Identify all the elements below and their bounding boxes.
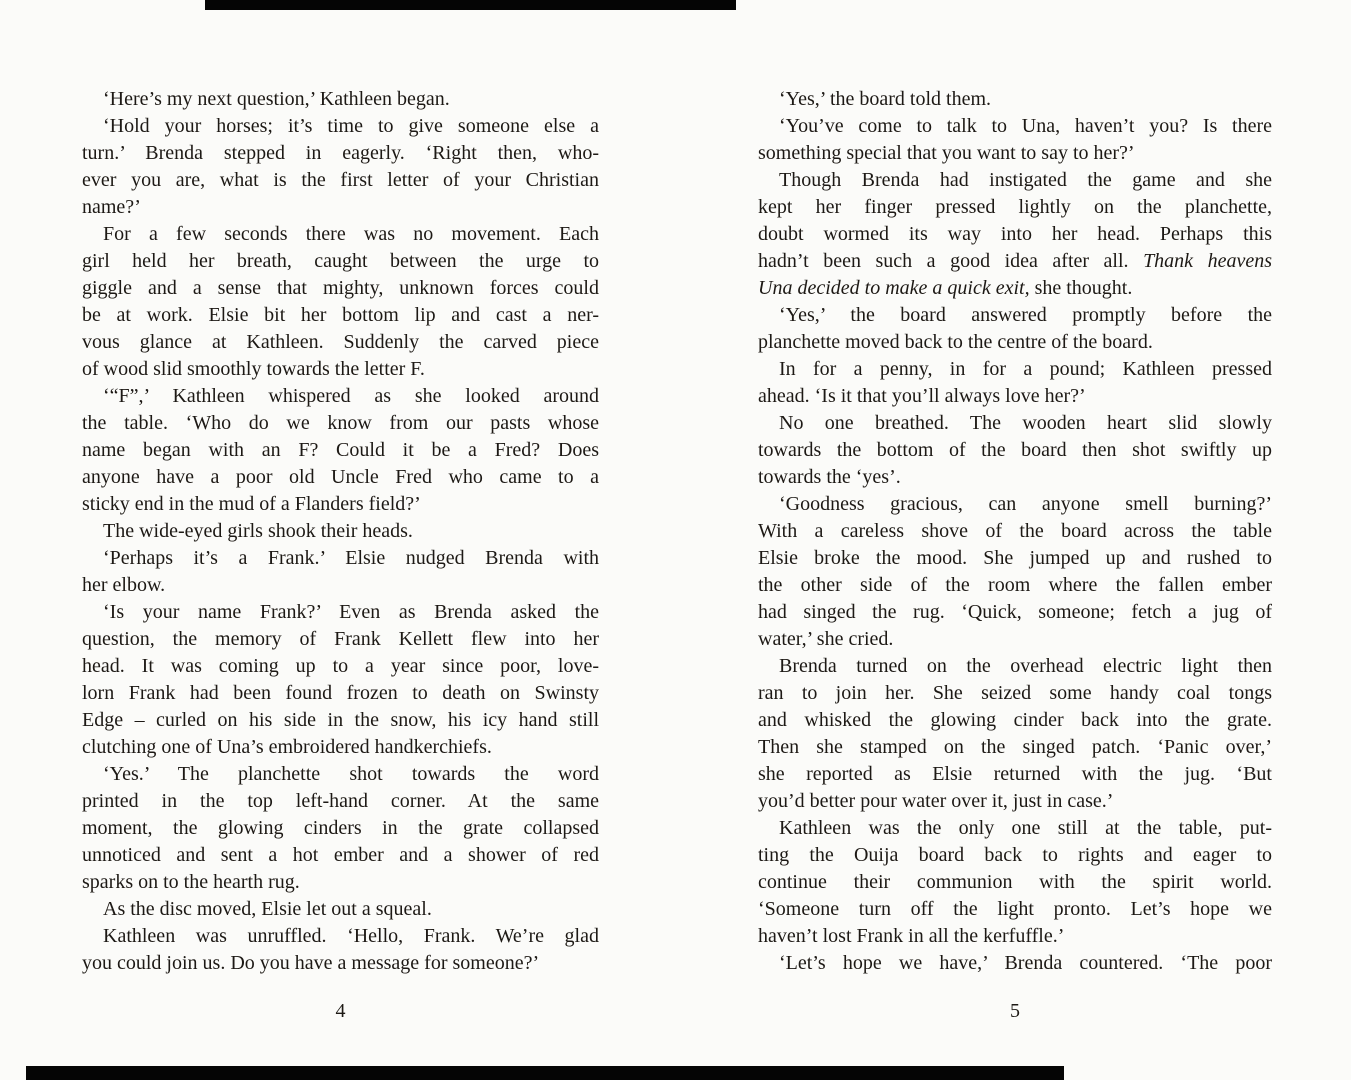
text-line: you could join us. Do you have a message for someone?’ (82, 952, 540, 974)
text-line: anyone have a poor old Uncle Fred who came to a (82, 466, 599, 488)
right-page-number: 5 (1010, 1000, 1020, 1022)
text-line: Edge – curled on his side in the snow, his icy hand still (82, 709, 599, 731)
text-line: unnoticed and sent a hot ember and a shower of red (82, 844, 599, 866)
text-line: the table. ‘Who do we know from our pasts whose (82, 412, 599, 434)
text-line: head. It was coming up to a year since poor, love- (82, 655, 599, 677)
left-page-text (82, 86, 599, 977)
text-line: ‘Let’s hope we have,’ Brenda countered. ‘The poor (779, 952, 1272, 974)
right-page-text (758, 86, 1272, 977)
text-line: turn.’ Brenda stepped in eagerly. ‘Right then, who- (82, 142, 599, 164)
text-line: continue their communion with the spirit world. (758, 871, 1272, 893)
text-line: ‘Yes,’ the board told them. (779, 88, 992, 110)
text-line: had singed the rug. ‘Quick, someone; fetch a jug of (758, 601, 1272, 623)
text-line: and whisked the glowing cinder back into the grate. (758, 709, 1272, 731)
text-line: Though Brenda had instigated the game and she (779, 169, 1272, 191)
text-line: Kathleen was the only one still at the table, put- (779, 817, 1272, 839)
text-line: For a few seconds there was no movement. Each (103, 223, 599, 245)
text-line: clutching one of Una’s embroidered handkerchiefs. (82, 736, 492, 758)
text-line: lorn Frank had been found frozen to death on Swinsty (82, 682, 599, 704)
text-line: ‘Yes.’ The planchette shot towards the word (103, 763, 599, 785)
text-line: you’d better pour water over it, just in case.’ (758, 790, 1114, 812)
text-line: printed in the top left-hand corner. At the same (82, 790, 599, 812)
text-line: of wood slid smoothly towards the letter F. (82, 358, 425, 380)
text-line: ‘You’ve come to talk to Una, haven’t you? Is there (779, 115, 1272, 137)
text-line: ‘Is your name Frank?’ Even as Brenda asked the (103, 601, 599, 623)
text-line: ‘“F”,’ Kathleen whispered as she looked around (103, 385, 599, 407)
text-line: Kathleen was unruffled. ‘Hello, Frank. We’re glad (103, 925, 599, 947)
text-line: Una decided to make a quick exit, she thought. (758, 277, 1133, 299)
text-line: In for a penny, in for a pound; Kathleen pressed (779, 358, 1272, 380)
text-line: With a careless shove of the board across the table (758, 520, 1272, 542)
text-line: As the disc moved, Elsie let out a squeal. (103, 898, 432, 920)
text-line: ‘Here’s my next question,’ Kathleen began. (103, 88, 450, 110)
text-line: No one breathed. The wooden heart slid slowly (779, 412, 1272, 434)
text-line: she reported as Elsie returned with the jug. ‘But (758, 763, 1272, 785)
text-line: ‘Someone turn off the light pronto. Let’s hope we (758, 898, 1272, 920)
text-line: towards the ‘yes’. (758, 466, 901, 488)
text-line: Then she stamped on the singed patch. ‘Panic over,’ (758, 736, 1272, 758)
left-page-number: 4 (335, 1000, 346, 1022)
text-line: Brenda turned on the overhead electric light then (779, 655, 1272, 677)
text-line: planchette moved back to the centre of the board. (758, 331, 1153, 353)
left-page (82, 86, 599, 977)
text-line: ‘Perhaps it’s a Frank.’ Elsie nudged Brenda with (103, 547, 599, 569)
text-line: haven’t lost Frank in all the kerfuffle.’ (758, 925, 1065, 947)
text-line: ahead. ‘Is it that you’ll always love her?’ (758, 385, 1086, 407)
text-line: sticky end in the mud of a Flanders field?’ (82, 493, 421, 515)
text-line: her elbow. (82, 574, 166, 596)
text-line: Elsie broke the mood. She jumped up and rushed to (758, 547, 1272, 569)
text-line: vous glance at Kathleen. Suddenly the carved piece (82, 331, 599, 353)
text-line: doubt wormed its way into her head. Perhaps this (758, 223, 1272, 245)
right-page (758, 86, 1272, 977)
text-line: the other side of the room where the fallen ember (758, 574, 1272, 596)
text-line: towards the bottom of the board then shot swiftly up (758, 439, 1272, 461)
text-line: water,’ she cried. (758, 628, 894, 650)
text-line: ting the Ouija board back to rights and eager to (758, 844, 1272, 866)
text-line: question, the memory of Frank Kellett flew into her (82, 628, 599, 650)
text-line: kept her finger pressed lightly on the planchette, (758, 196, 1272, 218)
text-line: girl held her breath, caught between the urge to (82, 250, 599, 272)
text-line: name began with an F? Could it be a Fred? Does (82, 439, 599, 461)
text-line: ran to join her. She seized some handy coal tongs (758, 682, 1272, 704)
text-line: The wide-eyed girls shook their heads. (103, 520, 413, 542)
text-line: giggle and a sense that mighty, unknown forces could (82, 277, 599, 299)
scan-edge-artifact-top (205, 0, 736, 10)
text-line: moment, the glowing cinders in the grate collapsed (82, 817, 599, 839)
text-line: sparks on to the hearth rug. (82, 871, 300, 893)
scan-edge-artifact-bottom (26, 1066, 1064, 1080)
text-line: ‘Goodness gracious, can anyone smell burning?’ (779, 493, 1272, 515)
text-line: be at work. Elsie bit her bottom lip and cast a ner- (82, 304, 599, 326)
text-line: name?’ (82, 196, 141, 218)
text-line: ever you are, what is the first letter of your Christian (82, 169, 599, 191)
text-line: ‘Yes,’ the board answered promptly before the (779, 304, 1272, 326)
text-line: something special that you want to say to her?’ (758, 142, 1135, 164)
text-line: hadn’t been such a good idea after all. Thank heavens (758, 250, 1272, 272)
text-line: ‘Hold your horses; it’s time to give someone else a (103, 115, 599, 137)
